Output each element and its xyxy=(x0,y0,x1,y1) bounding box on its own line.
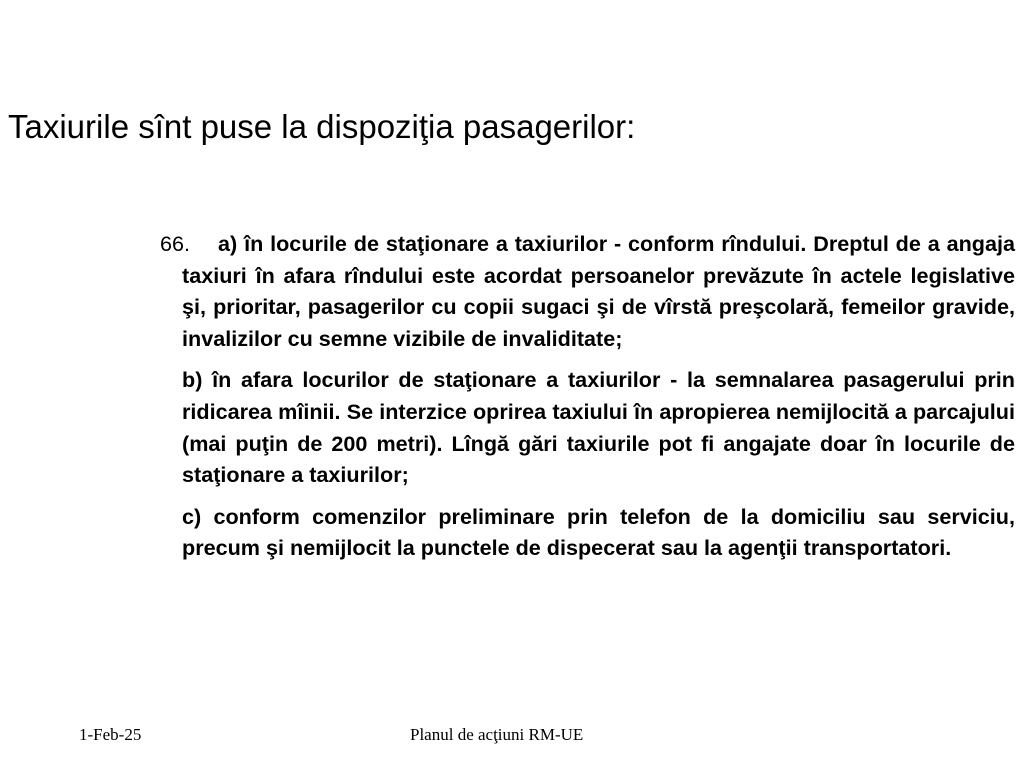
paragraph-c xyxy=(160,501,1015,564)
slide-body xyxy=(160,228,1015,574)
paragraph-c-text: c) conform comenzilor preliminare prin telefon de la domiciliu sau serviciu, precum şi nemijlocit la punctele de dispecerat sau la agenţii transportatori. xyxy=(182,503,1015,561)
item-number: 66. xyxy=(160,231,191,256)
footer-title: Planul de acţiuni RM-UE xyxy=(410,725,584,744)
slide-title: Taxiurile sînt puse la dispoziţia pasagerilor: xyxy=(8,108,636,145)
footer-date: 1-Feb-25 xyxy=(79,725,142,744)
paragraph-a-text: a) în locurile de staţionare a taxiurilor - conform rîndului. Dreptul de a angaja taxiuri în afara rîndului este acordat persoanelor prevăzute în actele legislative şi, prioritar, pasagerilor cu copii sugaci şi de vîrstă preşcolară, femeilor gravide, invalizilor cu semne vizibile de invaliditate; xyxy=(182,231,1015,351)
paragraph-b-text: b) în afara locurilor de staţionare a taxiurilor - la semnalarea pasagerului prin ridicarea mîinii. Se interzice oprirea taxiului în apropierea nemijlocită a parcajului (mai puţin de 200 metri). Lîngă gări taxiurile pot fi angajate doar în locurile de staţionare a taxiurilor; xyxy=(182,367,1015,488)
paragraph-a xyxy=(160,228,1015,354)
paragraph-b xyxy=(160,364,1015,490)
